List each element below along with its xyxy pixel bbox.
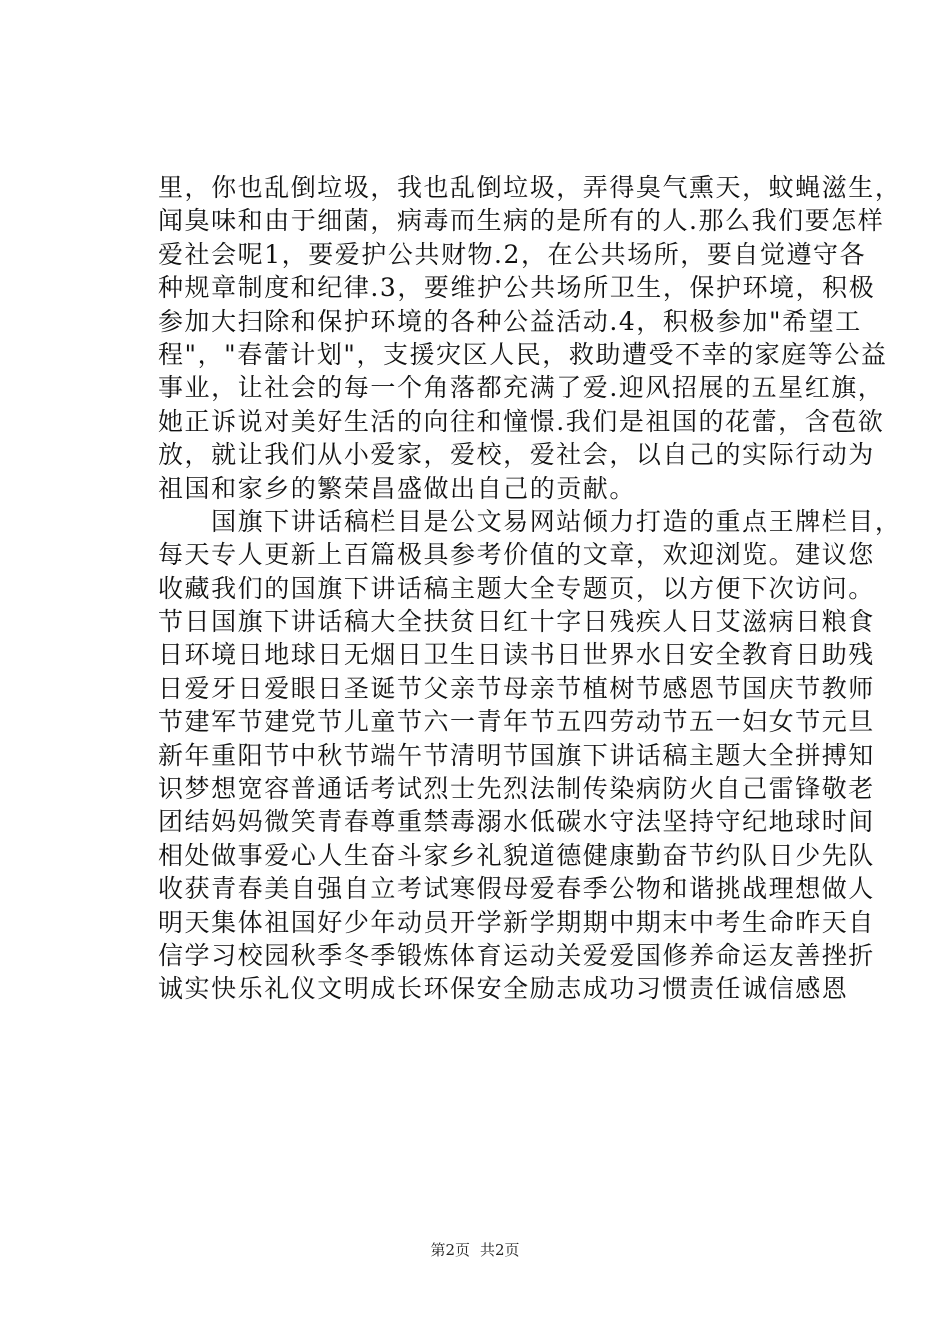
text-line: 收获青春美自强自立考试寒假母爱春季公物和谐挑战理想做人 (158, 874, 875, 904)
text-line: 程"，"春蕾计划"，支援灾区人民，救助遭受不幸的家庭等公益 (158, 339, 888, 369)
text-line: 种规章制度和纪律.3，要维护公共场所卫生，保护环境，积极 (158, 273, 876, 303)
text-line: 节建军节建党节儿童节六一青年节五四劳动节五一妇女节元旦 (158, 707, 875, 737)
text-line: 新年重阳节中秋节端午节清明节国旗下讲话稿主题大全拼搏知 (158, 740, 875, 770)
text-line: 识梦想宽容普通话考试烈士先烈法制传染病防火自己雷锋敬老 (158, 774, 875, 804)
text-line: 放，就让我们从小爱家，爱校，爱社会，以自己的实际行动为 (158, 440, 875, 470)
text-line: 参加大扫除和保护环境的各种公益活动.4，积极参加"希望工 (158, 306, 862, 336)
text-line: 闻臭味和由于细菌，病毒而生病的是所有的人.那么我们要怎样 (158, 206, 885, 236)
text-line: 日环境日地球日无烟日卫生日读书日世界水日安全教育日助残 (158, 640, 875, 670)
page-total: 共2页 (480, 1241, 520, 1259)
text-line: 相处做事爱心人生奋斗家乡礼貌道德健康勤奋节约队日少先队 (158, 840, 875, 870)
text-line: 诚实快乐礼仪文明成长环保安全励志成功习惯责任诚信感恩 (158, 974, 849, 1004)
page-number: 第2页 (430, 1241, 470, 1259)
text-line: 团结妈妈微笑青春尊重禁毒溺水低碳水守法坚持守纪地球时间 (158, 807, 875, 837)
text-line: 她正诉说对美好生活的向往和憧憬.我们是祖国的花蕾，含苞欲 (158, 406, 885, 436)
text-line: 信学习校园秋季冬季锻炼体育运动关爱爱国修养命运友善挫折 (158, 940, 875, 970)
text-line: 日爱牙日爱眼日圣诞节父亲节母亲节植树节感恩节国庆节教师 (158, 673, 875, 703)
text-line: 国旗下讲话稿栏目是公文易网站倾力打造的重点王牌栏目， (158, 506, 902, 536)
text-line: 明天集体祖国好少年动员开学新学期期中期末中考生命昨天自 (158, 907, 875, 937)
text-line: 祖国和家乡的繁荣昌盛做出自己的贡献。 (158, 473, 636, 503)
text-line: 里，你也乱倒垃圾，我也乱倒垃圾，弄得臭气熏天，蚊蝇滋生， (158, 173, 902, 202)
body-text (158, 171, 902, 1006)
text-line: 收藏我们的国旗下讲话稿主题大全专题页，以方便下次访问。 (158, 573, 875, 603)
text-line: 节日国旗下讲话稿大全扶贫日红十字日残疾人日艾滋病日粮食 (158, 607, 875, 637)
text-line: 爱社会呢1，要爱护公共财物.2，在公共场所，要自觉遵守各 (158, 239, 867, 269)
text-line: 事业，让社会的每一个角落都充满了爱.迎风招展的五星红旗， (158, 373, 885, 403)
text-line: 每天专人更新上百篇极具参考价值的文章，欢迎浏览。建议您 (158, 540, 875, 570)
page-footer (0, 1240, 950, 1260)
